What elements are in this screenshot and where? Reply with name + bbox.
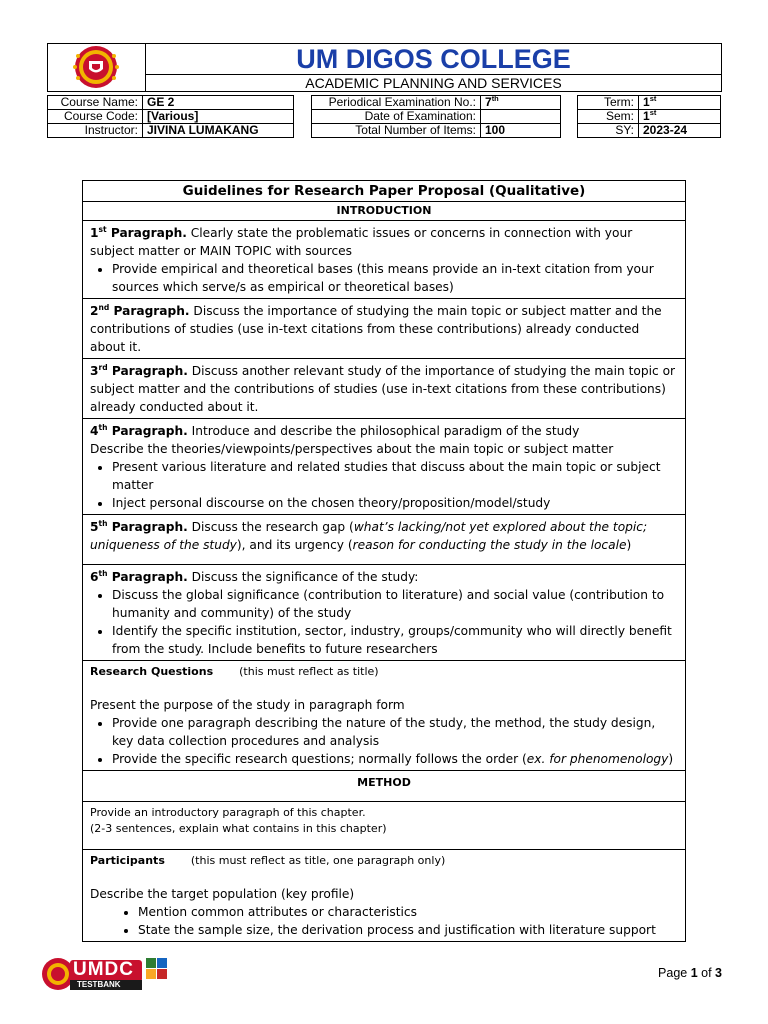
college-seal-icon: [48, 44, 145, 91]
table-row: [578, 110, 721, 124]
term-info-table: [577, 95, 721, 138]
guidelines-title: Guidelines for Research Paper Proposal (Qualitative): [83, 181, 686, 202]
paragraph-2-guideline: 2nd Paragraph. Discuss the importance of studying the main topic or subject matter and the contributions of studies (use in-text citations from these contributions) already conducted about it.: [83, 299, 686, 359]
table-row: [48, 124, 294, 138]
table-row: [83, 221, 686, 299]
paragraph-6-guideline: 6th Paragraph. Discuss the significance of the study: • Discuss the global significance (contribution to literature) and social value (contribution to humanity and community) of the study • Identify the specific institution, sector, industry, groups/community who will directly benefit from the study. Include benefits to future researchers: [83, 565, 686, 661]
list-item: • Mention common attributes or characteristics: [138, 903, 678, 921]
footer-logo-subtext: TESTBANK: [77, 980, 121, 989]
list-item: • Discuss the global significance (contribution to literature) and social value (contribution to humanity and community) of the study: [112, 586, 678, 622]
table-row: [83, 802, 686, 850]
table-row: [312, 110, 561, 124]
list-item: • Inject personal discourse on the chosen theory/proposition/model/study: [112, 494, 678, 512]
table-row: [83, 359, 686, 419]
office-name: ACADEMIC PLANNING AND SERVICES: [305, 75, 562, 91]
intro-paragraph-guideline: Provide an introductory paragraph of this chapter. (2-3 sentences, explain what contains in this chapter): [83, 802, 686, 850]
research-questions-guideline: Research Questions (this must reflect as title) Present the purpose of the study in paragraph form • Provide one paragraph describing the nature of the study, the method, the study design, key data collection procedures and analysis • Provide the specific research questions; normally follows the order (ex. for phenomenology): [83, 661, 686, 771]
paragraph-4-guideline: 4th Paragraph. Introduce and describe the philosophical paradigm of the study Describe the theories/viewpoints/perspectives about the main topic or subject matter • Present various literature and related studies that discuss about the main topic or subject matter • Inject personal discourse on the chosen theory/proposition/model/study: [83, 419, 686, 515]
participants-guideline: Participants (this must reflect as title, one paragraph only) Describe the target population (key profile) • Mention common attributes or characteristics • State the sample size, the derivation process and justification with literature support: [83, 850, 686, 942]
list-item: • Present various literature and related studies that discuss about the main topic or subject matter: [112, 458, 678, 494]
introduction-heading: INTRODUCTION: [83, 202, 686, 221]
list-item: • State the sample size, the derivation process and justification with literature support: [138, 921, 678, 939]
table-row: [83, 515, 686, 565]
total-items-value: 100: [481, 124, 561, 138]
paragraph-5-guideline: 5th Paragraph. Discuss the research gap (what’s lacking/not yet explored about the topic; uniqueness of the study), and its urgency (reason for conducting the study in the locale): [83, 515, 686, 565]
footer-logo: [40, 952, 170, 1000]
paragraph-1-guideline: 1st Paragraph. Clearly state the problematic issues or concerns in connection with your subject matter or MAIN TOPIC with sources • Provide empirical and theoretical bases (this means provide an in-text citation from your sources which serve/s as empirical or theoretical bases): [83, 221, 686, 299]
header-box: [47, 43, 722, 92]
list-item: • Provide one paragraph describing the nature of the study, the method, the study design, key data collection procedures and analysis: [112, 714, 678, 750]
table-row: [83, 419, 686, 515]
exam-date-value: [481, 110, 561, 124]
exam-no-label: Periodical Examination No.:: [312, 96, 481, 110]
method-heading: METHOD: [83, 771, 686, 802]
list-item: • Provide empirical and theoretical bases (this means provide an in-text citation from your sources which serve/s as empirical or theoretical bases): [112, 260, 678, 296]
paragraph-3-guideline: 3rd Paragraph. Discuss another relevant study of the importance of studying the main topic or subject matter and the contributions of studies (use in-text citations from these contributions) already conducted about it.: [83, 359, 686, 419]
table-row: [83, 661, 686, 771]
page-number: Page 1 of 3: [658, 966, 722, 980]
table-row: [312, 124, 561, 138]
term-label: Term:: [578, 96, 639, 110]
instructor-label: Instructor:: [48, 124, 143, 138]
exam-no-value: 7th: [481, 96, 561, 110]
college-name: UM DIGOS COLLEGE: [146, 44, 721, 75]
exam-info-table: [311, 95, 561, 138]
list-item: • Identify the specific institution, sector, industry, groups/community who will directly benefit from the study. Include benefits to future researchers: [112, 622, 678, 658]
exam-date-label: Date of Examination:: [312, 110, 481, 124]
table-row: [312, 96, 561, 110]
total-items-label: Total Number of Items:: [312, 124, 481, 138]
sem-value: 1st: [639, 110, 721, 124]
table-row: [578, 124, 721, 138]
course-name-value: GE 2: [143, 96, 294, 110]
table-row: [83, 202, 686, 221]
table-row: [83, 850, 686, 942]
table-row: [83, 181, 686, 202]
instructor-value: JIVINA LUMAKANG: [143, 124, 294, 138]
table-row: [48, 96, 294, 110]
table-row: [48, 110, 294, 124]
table-row: [83, 565, 686, 661]
sy-value: 2023-24: [639, 124, 721, 138]
course-code-label: Course Code:: [48, 110, 143, 124]
footer-logo-text: UMDC: [73, 959, 134, 980]
table-row: [83, 771, 686, 802]
sem-label: Sem:: [578, 110, 639, 124]
sy-label: SY:: [578, 124, 639, 138]
logo-cell: [48, 44, 146, 91]
course-info-table: [47, 95, 294, 138]
term-value: 1st: [639, 96, 721, 110]
list-item: • Provide the specific research questions; normally follows the order (ex. for phenomenology): [112, 750, 678, 768]
guidelines-table: [82, 180, 686, 942]
table-row: [83, 299, 686, 359]
course-name-label: Course Name:: [48, 96, 143, 110]
course-code-value: [Various]: [143, 110, 294, 124]
